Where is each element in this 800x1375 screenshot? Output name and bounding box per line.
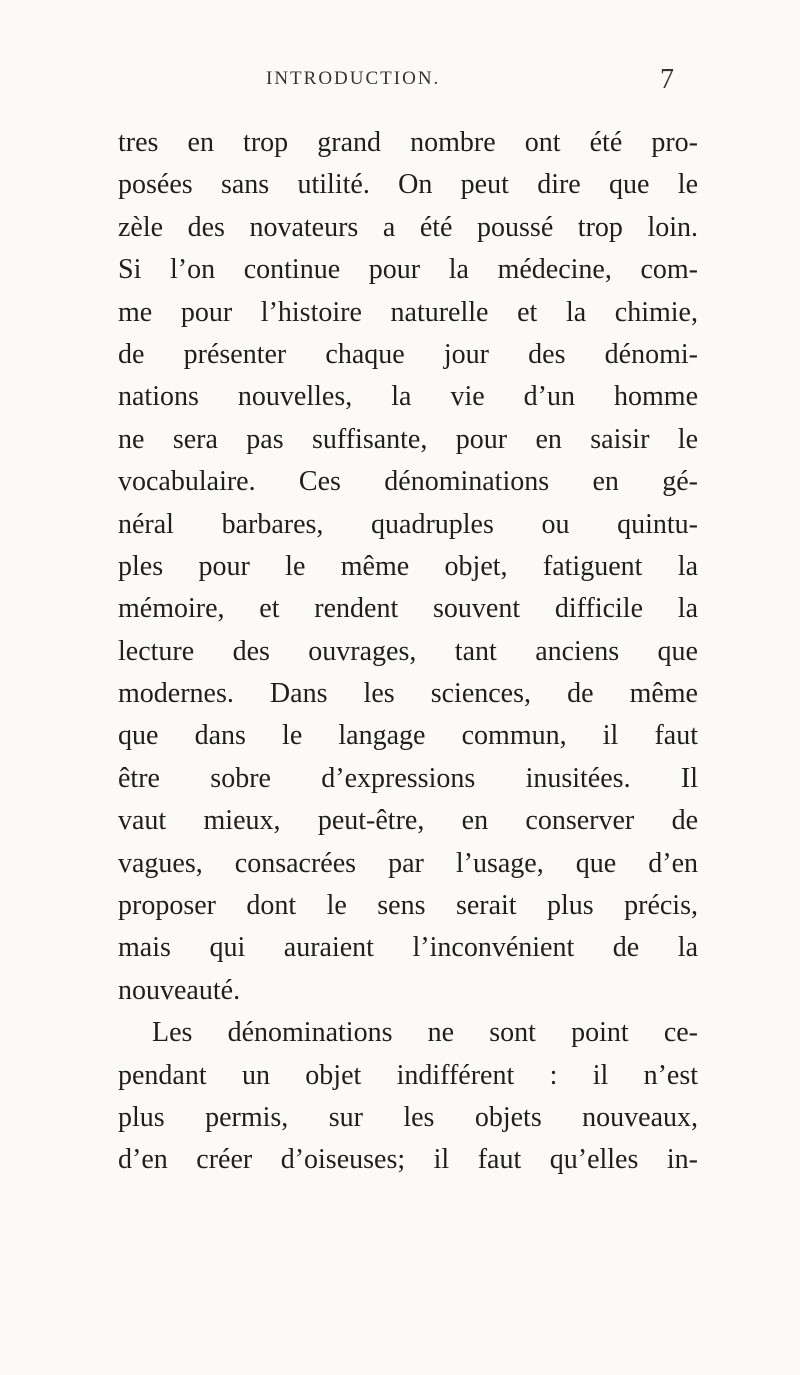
text-line: zèle des novateurs a été poussé trop loin.	[118, 211, 698, 243]
paragraph-start-line: Les dénominations ne sont point ce-	[152, 1017, 698, 1049]
paragraph-end-line: nouveauté.	[118, 974, 241, 1006]
text-line: vaut mieux, peut-être, en conserver de	[118, 805, 698, 837]
text-line: Si l’on continue pour la médecine, com-	[118, 254, 698, 286]
text-line: modernes. Dans les sciences, de même	[118, 678, 698, 710]
text-line: pendant un objet indifférent : il n’est	[118, 1059, 698, 1091]
body-text	[118, 122, 698, 1182]
text-line: proposer dont le sens serait plus précis,	[118, 890, 698, 922]
text-line: ne sera pas suffisante, pour en saisir le	[118, 423, 698, 455]
text-line: posées sans utilité. On peut dire que le	[118, 169, 698, 201]
text-line: tres en trop grand nombre ont été pro-	[118, 127, 698, 158]
text-line: que dans le langage commun, il faut	[118, 720, 698, 752]
text-line: mémoire, et rendent souvent difficile la	[118, 593, 698, 625]
text-line: me pour l’histoire naturelle et la chimie,	[118, 296, 698, 328]
text-line: ples pour le même objet, fatiguent la	[118, 550, 698, 582]
running-head-title: INTRODUCTION.	[266, 68, 441, 89]
text-line: être sobre d’expressions inusitées. Il	[118, 762, 698, 794]
text-line: de présenter chaque jour des dénomi-	[118, 338, 698, 370]
text-line: d’en créer d’oiseuses; il faut qu’elles in-	[118, 1144, 698, 1176]
text-line: vocabulaire. Ces dénominations en gé-	[118, 466, 698, 498]
text-line: vagues, consacrées par l’usage, que d’en	[118, 847, 698, 879]
text-line: nations nouvelles, la vie d’un homme	[118, 381, 698, 413]
text-line: néral barbares, quadruples ou quintu-	[118, 508, 698, 540]
text-line: plus permis, sur les objets nouveaux,	[118, 1101, 698, 1133]
page-number: 7	[660, 64, 674, 95]
text-line: lecture des ouvrages, tant anciens que	[118, 635, 698, 667]
text-line: mais qui auraient l’inconvénient de la	[118, 932, 698, 964]
